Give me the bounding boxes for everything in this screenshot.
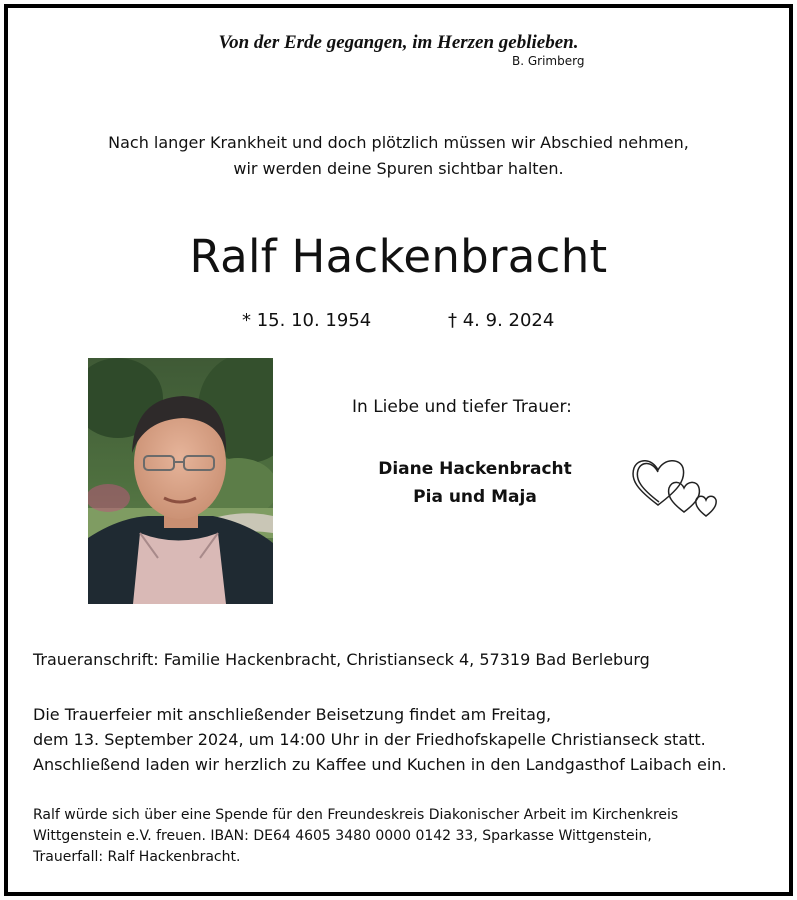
donation-line: Ralf würde sich über eine Spende für den Freundeskreis Diakonischer Arbeit im Kirchenkreis [33, 807, 679, 823]
mourner-names [320, 455, 630, 511]
mourner-name: Pia und Maja [413, 487, 537, 507]
mourning-address: Traueranschrift: Familie Hackenbracht, Christianseck 4, 57319 Bad Berleburg [33, 650, 650, 669]
ceremony-line: dem 13. September 2024, um 14:00 Uhr in der Friedhofskapelle Christianseck statt. [33, 730, 706, 749]
ceremony-line: Die Trauerfeier mit anschließender Beisetzung findet am Freitag, [33, 705, 552, 724]
intro-line: wir werden deine Spuren sichtbar halten. [233, 159, 564, 178]
mourner-name: Diane Hackenbracht [378, 459, 572, 479]
birth-date: * 15. 10. 1954 [242, 310, 372, 331]
ceremony-line: Anschließend laden wir herzlich zu Kaffee und Kuchen in den Landgasthof Laibach ein. [33, 755, 727, 774]
intro-text [0, 130, 797, 182]
donation-info [33, 805, 678, 868]
portrait-photo [88, 358, 273, 604]
three-hearts-icon [628, 450, 720, 522]
deceased-name: Ralf Hackenbracht [189, 230, 608, 283]
donation-line: Wittgenstein e.V. freuen. IBAN: DE64 4605 3480 0000 0142 33, Sparkasse Wittgenstein, [33, 828, 652, 844]
quote-text: Von der Erde gegangen, im Herzen geblieben. [218, 32, 579, 53]
donation-line: Trauerfall: Ralf Hackenbracht. [33, 849, 241, 865]
death-date: † 4. 9. 2024 [448, 310, 555, 331]
quote-author: B. Grimberg [512, 54, 585, 68]
ceremony-info [33, 702, 727, 777]
mourning-heading: In Liebe und tiefer Trauer: [352, 397, 572, 417]
intro-line: Nach langer Krankheit und doch plötzlich müssen wir Abschied nehmen, [108, 133, 689, 152]
